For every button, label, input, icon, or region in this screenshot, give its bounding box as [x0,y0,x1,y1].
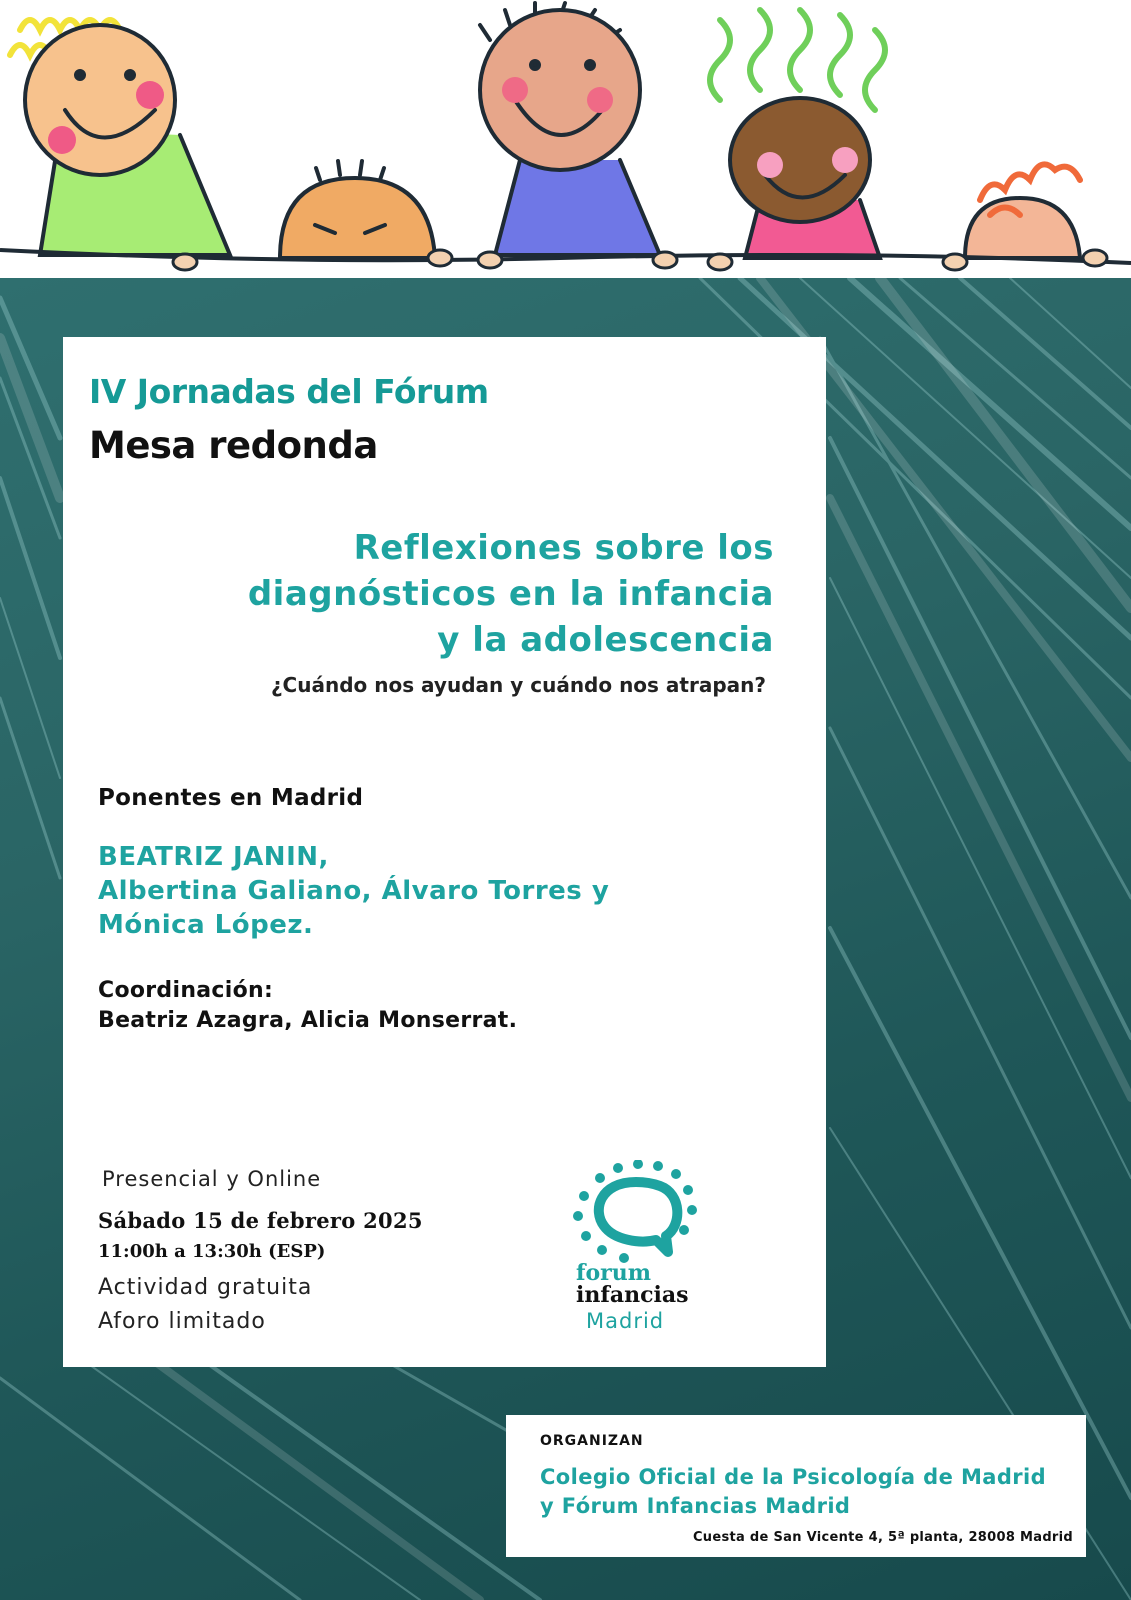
event-question: ¿Cuándo nos ayudan y cuándo nos atrapan? [270,673,766,697]
organizers-label: ORGANIZAN [540,1433,644,1449]
event-title [150,525,774,663]
coordination-label: Coordinación: [98,978,274,1003]
forum-infancias-logo [570,1160,720,1340]
event-title-line: y la adolescencia [437,620,774,660]
event-time: 11:00h a 13:30h (ESP) [98,1241,326,1262]
event-title-line: diagnósticos en la infancia [247,574,774,614]
event-modality: Presencial y Online [102,1167,322,1191]
speakers-line: BEATRIZ JANIN, [98,842,329,872]
speakers-line: Albertina Galiano, Álvaro Torres y [98,876,610,906]
organizer-line: y Fórum Infancias Madrid [540,1494,851,1518]
event-format: Mesa redonda [89,424,378,467]
organizers-names [540,1463,1046,1521]
speakers-list [98,840,609,942]
event-date: Sábado 15 de febrero 2025 [98,1208,423,1233]
event-title-line: Reflexiones sobre los [353,528,774,568]
header-illustration [0,0,1131,278]
children-drawing-icon [0,0,1131,278]
event-series: IV Jornadas del Fórum [89,372,489,411]
event-cost: Actividad gratuita [98,1275,313,1300]
logo-madrid-text: Madrid [586,1309,665,1333]
speech-bubble-icon [570,1160,720,1270]
coordination-names: Beatriz Azagra, Alicia Monserrat. [98,1008,518,1033]
speakers-line: Mónica López. [98,910,314,940]
event-capacity: Aforo limitado [98,1309,266,1334]
logo-forum-text: forum [576,1260,652,1286]
organizer-line: Colegio Oficial de la Psicología de Madrid [540,1465,1047,1489]
logo-infancias-text: infancias [576,1282,689,1308]
venue-address: Cuesta de San Vicente 4, 5ª planta, 28008 Madrid [692,1530,1073,1545]
speakers-label: Ponentes en Madrid [98,785,364,811]
